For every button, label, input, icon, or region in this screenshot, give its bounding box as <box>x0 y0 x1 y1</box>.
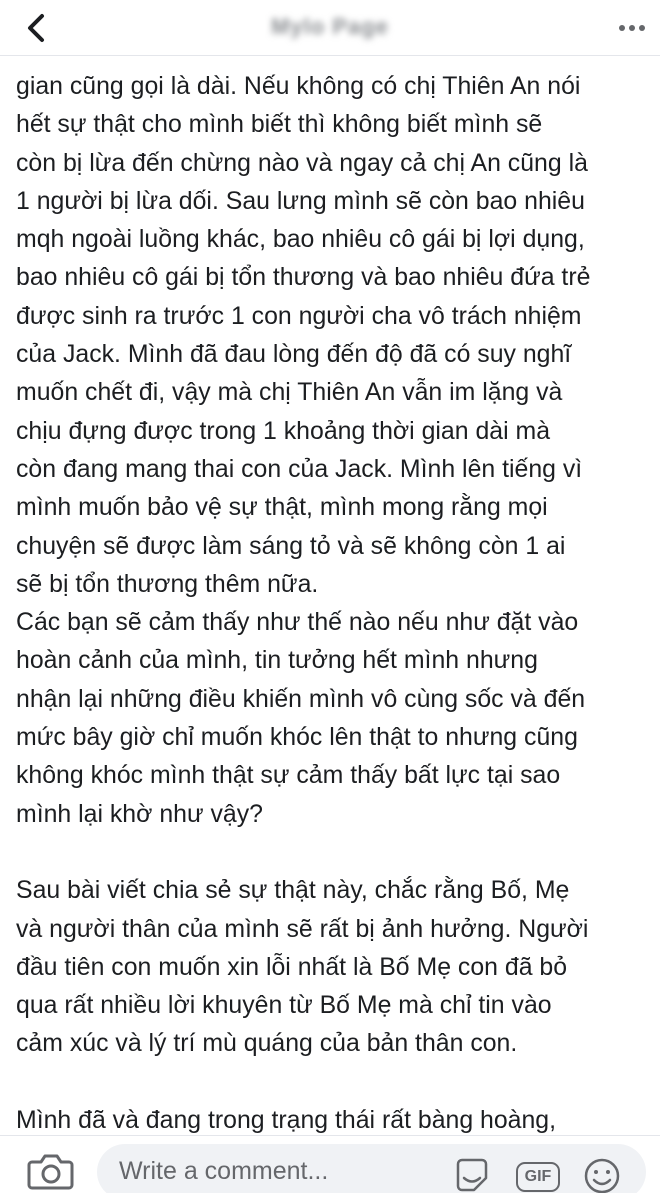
post-line: còn bị lừa đến chừng nào và ngay cả chị An cũng là <box>16 148 588 177</box>
post-line <box>16 1063 648 1101</box>
post-line: mình lại khờ như vậy? <box>16 799 263 828</box>
sticker-button[interactable] <box>452 1156 492 1193</box>
gif-button[interactable] <box>516 1156 556 1193</box>
post-line: 1 người bị lừa dối. Sau lưng mình sẽ còn bao nhiêu <box>16 186 585 215</box>
page-title[interactable]: Mylo Page <box>271 14 389 39</box>
post-line: qua rất nhiều lời khuyên từ Bố Mẹ mà chỉ tin vào <box>16 991 552 1020</box>
top-navigation-bar <box>0 0 660 56</box>
post-line: không khóc mình thật sự cảm thấy bất lực tại sao <box>16 761 561 790</box>
camera-button[interactable] <box>26 1148 74 1192</box>
gif-label: GIF <box>516 1162 560 1192</box>
post-line: đầu tiên con muốn xin lỗi nhất là Bố Mẹ con đã bỏ <box>16 952 568 981</box>
comment-bar <box>0 1135 660 1193</box>
more-dots-icon <box>618 24 646 32</box>
more-options-button[interactable] <box>614 10 650 46</box>
post-line: cảm xúc và lý trí mù quáng của bản thân con. <box>16 1029 518 1058</box>
post-text <box>16 67 652 1139</box>
comment-placeholder: Write a comment... <box>119 1157 329 1185</box>
sticker-icon <box>452 1156 492 1193</box>
post-line <box>16 833 648 871</box>
post-line: gian cũng gọi là dài. Nếu không có chị Thiên An nói <box>16 72 581 100</box>
emoji-button[interactable] <box>582 1156 622 1193</box>
post-line: chịu đựng được trong 1 khoảng thời gian dài mà <box>16 416 551 445</box>
post-line: được sinh ra trước 1 con người cha vô trách nhiệm <box>16 301 582 330</box>
comment-input[interactable] <box>97 1144 646 1193</box>
post-line: Các bạn sẽ cảm thấy như thế nào nếu như đặt vào <box>16 608 579 637</box>
post-line: của Jack. Mình đã đau lòng đến độ đã có suy nghĩ <box>16 340 572 369</box>
emoji-icon <box>582 1156 622 1193</box>
post-line: sẽ bị tổn thương thêm nữa. <box>16 569 319 598</box>
post-line: hết sự thật cho mình biết thì không biết mình sẽ <box>16 110 543 139</box>
post-line: nhận lại những điều khiến mình vô cùng sốc và đến <box>16 684 586 713</box>
post-line: Mình đã và đang trong trạng thái rất bàng hoàng, <box>16 1106 557 1135</box>
post-line: mình muốn bảo vệ sự thật, mình mong rằng mọi <box>16 493 548 522</box>
post-line: hoàn cảnh của mình, tin tưởng hết mình nhưng <box>16 646 538 675</box>
post-line: chuyện sẽ được làm sáng tỏ và sẽ không còn 1 ai <box>16 531 566 560</box>
post-line: mức bây giờ chỉ muốn khóc lên thật to nhưng cũng <box>16 723 578 752</box>
post-line: còn đang mang thai con của Jack. Mình lên tiếng vì <box>16 454 583 483</box>
post-line: Sau bài viết chia sẻ sự thật này, chắc rằng Bố, Mẹ <box>16 876 570 905</box>
camera-icon <box>26 1148 74 1192</box>
post-line: mqh ngoài luồng khác, bao nhiêu cô gái bị lợi dụng, <box>16 225 585 254</box>
post-line: muốn chết đi, vậy mà chị Thiên An vẫn im lặng và <box>16 378 563 407</box>
post-content <box>16 67 652 1139</box>
post-line: và người thân của mình sẽ rất bị ảnh hưởng. Người <box>16 914 589 943</box>
post-line: bao nhiêu cô gái bị tổn thương và bao nhiêu đứa trẻ <box>16 263 591 292</box>
